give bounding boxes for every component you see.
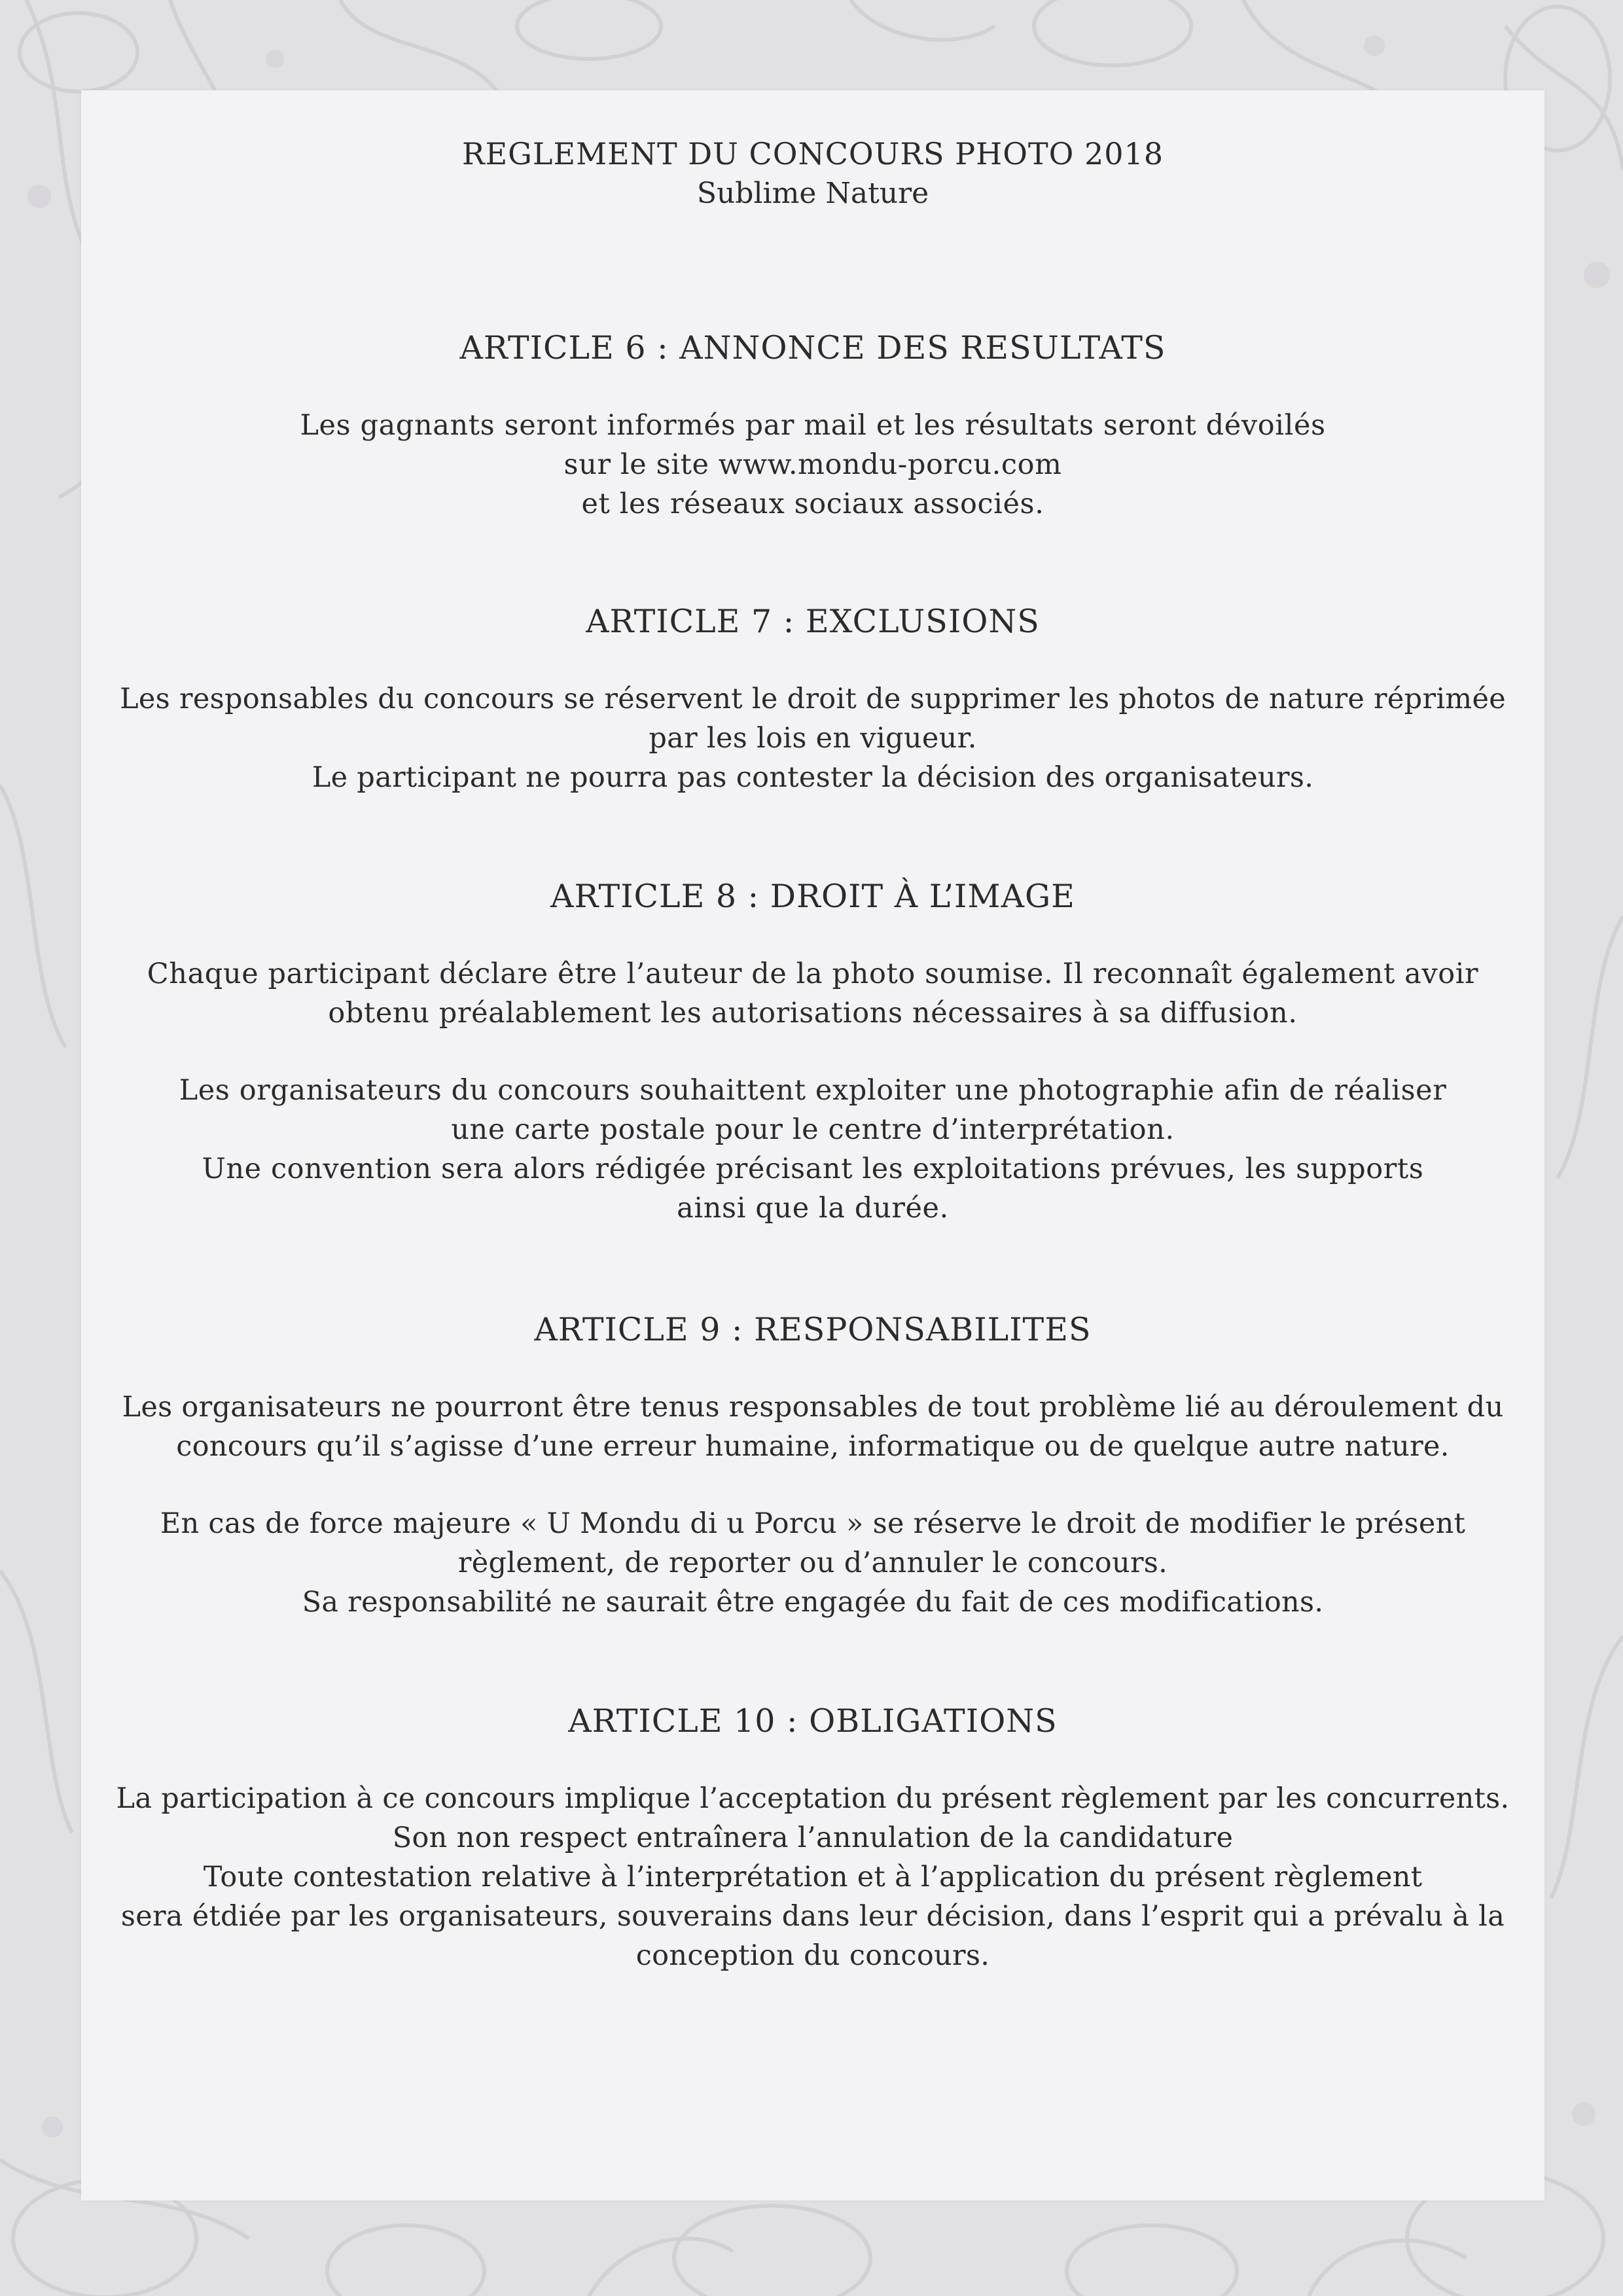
article-paragraph: Les organisateurs ne pourront être tenus responsables de tout problème lié au déroulement du concours qu’il s’agisse d’une erreur humaine, informatique ou de quelque autre nature.: [122, 1391, 1504, 1463]
document-header: [81, 134, 1544, 213]
article-10: [81, 1700, 1544, 1975]
document-subtitle: Sublime Nature: [696, 177, 929, 210]
article-paragraph: Chaque participant déclare être l’auteur de la photo soumise. Il reconnaît également avoir obtenu préalablement les autorisations nécessaires à sa diffusion.: [147, 958, 1479, 1030]
article-9: [81, 1309, 1544, 1622]
article-6: [81, 327, 1544, 524]
article-paragraph: La participation à ce concours implique l’acceptation du présent règlement par les concurrents. Son non respect entraînera l’annulation de la candidature Toute contestation relative à l’interprétation et à l’application du présent règlement sera étdiée par les organisateurs, souverains dans leur décision, dans l’esprit qui a prévalu à la conception du concours.: [116, 1782, 1510, 1972]
article-paragraph: Les gagnants seront informés par mail et les résultats seront dévoilés sur le site www.mondu-porcu.com et les réseaux sociaux associés.: [300, 409, 1326, 520]
article-heading: ARTICLE 7 : EXCLUSIONS: [586, 603, 1040, 640]
article-8: [81, 876, 1544, 1228]
article-paragraph: Les organisateurs du concours souhaittent exploiter une photographie afin de réaliser une carte postale pour le centre d’interprétation. Une convention sera alors rédigée précisant les exploitations prévues, les supports ainsi que la durée.: [179, 1074, 1447, 1225]
article-heading: ARTICLE 9 : RESPONSABILITES: [534, 1311, 1092, 1348]
article-heading: ARTICLE 10 : OBLIGATIONS: [568, 1702, 1058, 1740]
article-heading: ARTICLE 8 : DROIT À L’IMAGE: [550, 878, 1075, 915]
article-7: [81, 601, 1544, 797]
document-title: REGLEMENT DU CONCOURS PHOTO 2018: [461, 136, 1164, 171]
article-heading: ARTICLE 6 : ANNONCE DES RESULTATS: [459, 329, 1166, 367]
rules-document-panel: [81, 90, 1544, 2200]
article-paragraph: Les responsables du concours se réservent le droit de supprimer les photos de nature réprimée par les lois en vigueur. Le participant ne pourra pas contester la décision des organisateurs.: [120, 683, 1506, 794]
article-paragraph: En cas de force majeure « U Mondu di u Porcu » se réserve le droit de modifier le présent règlement, de reporter ou d’annuler le concours. Sa responsabilité ne saurait être engagée du fait de ces modifications.: [160, 1507, 1466, 1619]
